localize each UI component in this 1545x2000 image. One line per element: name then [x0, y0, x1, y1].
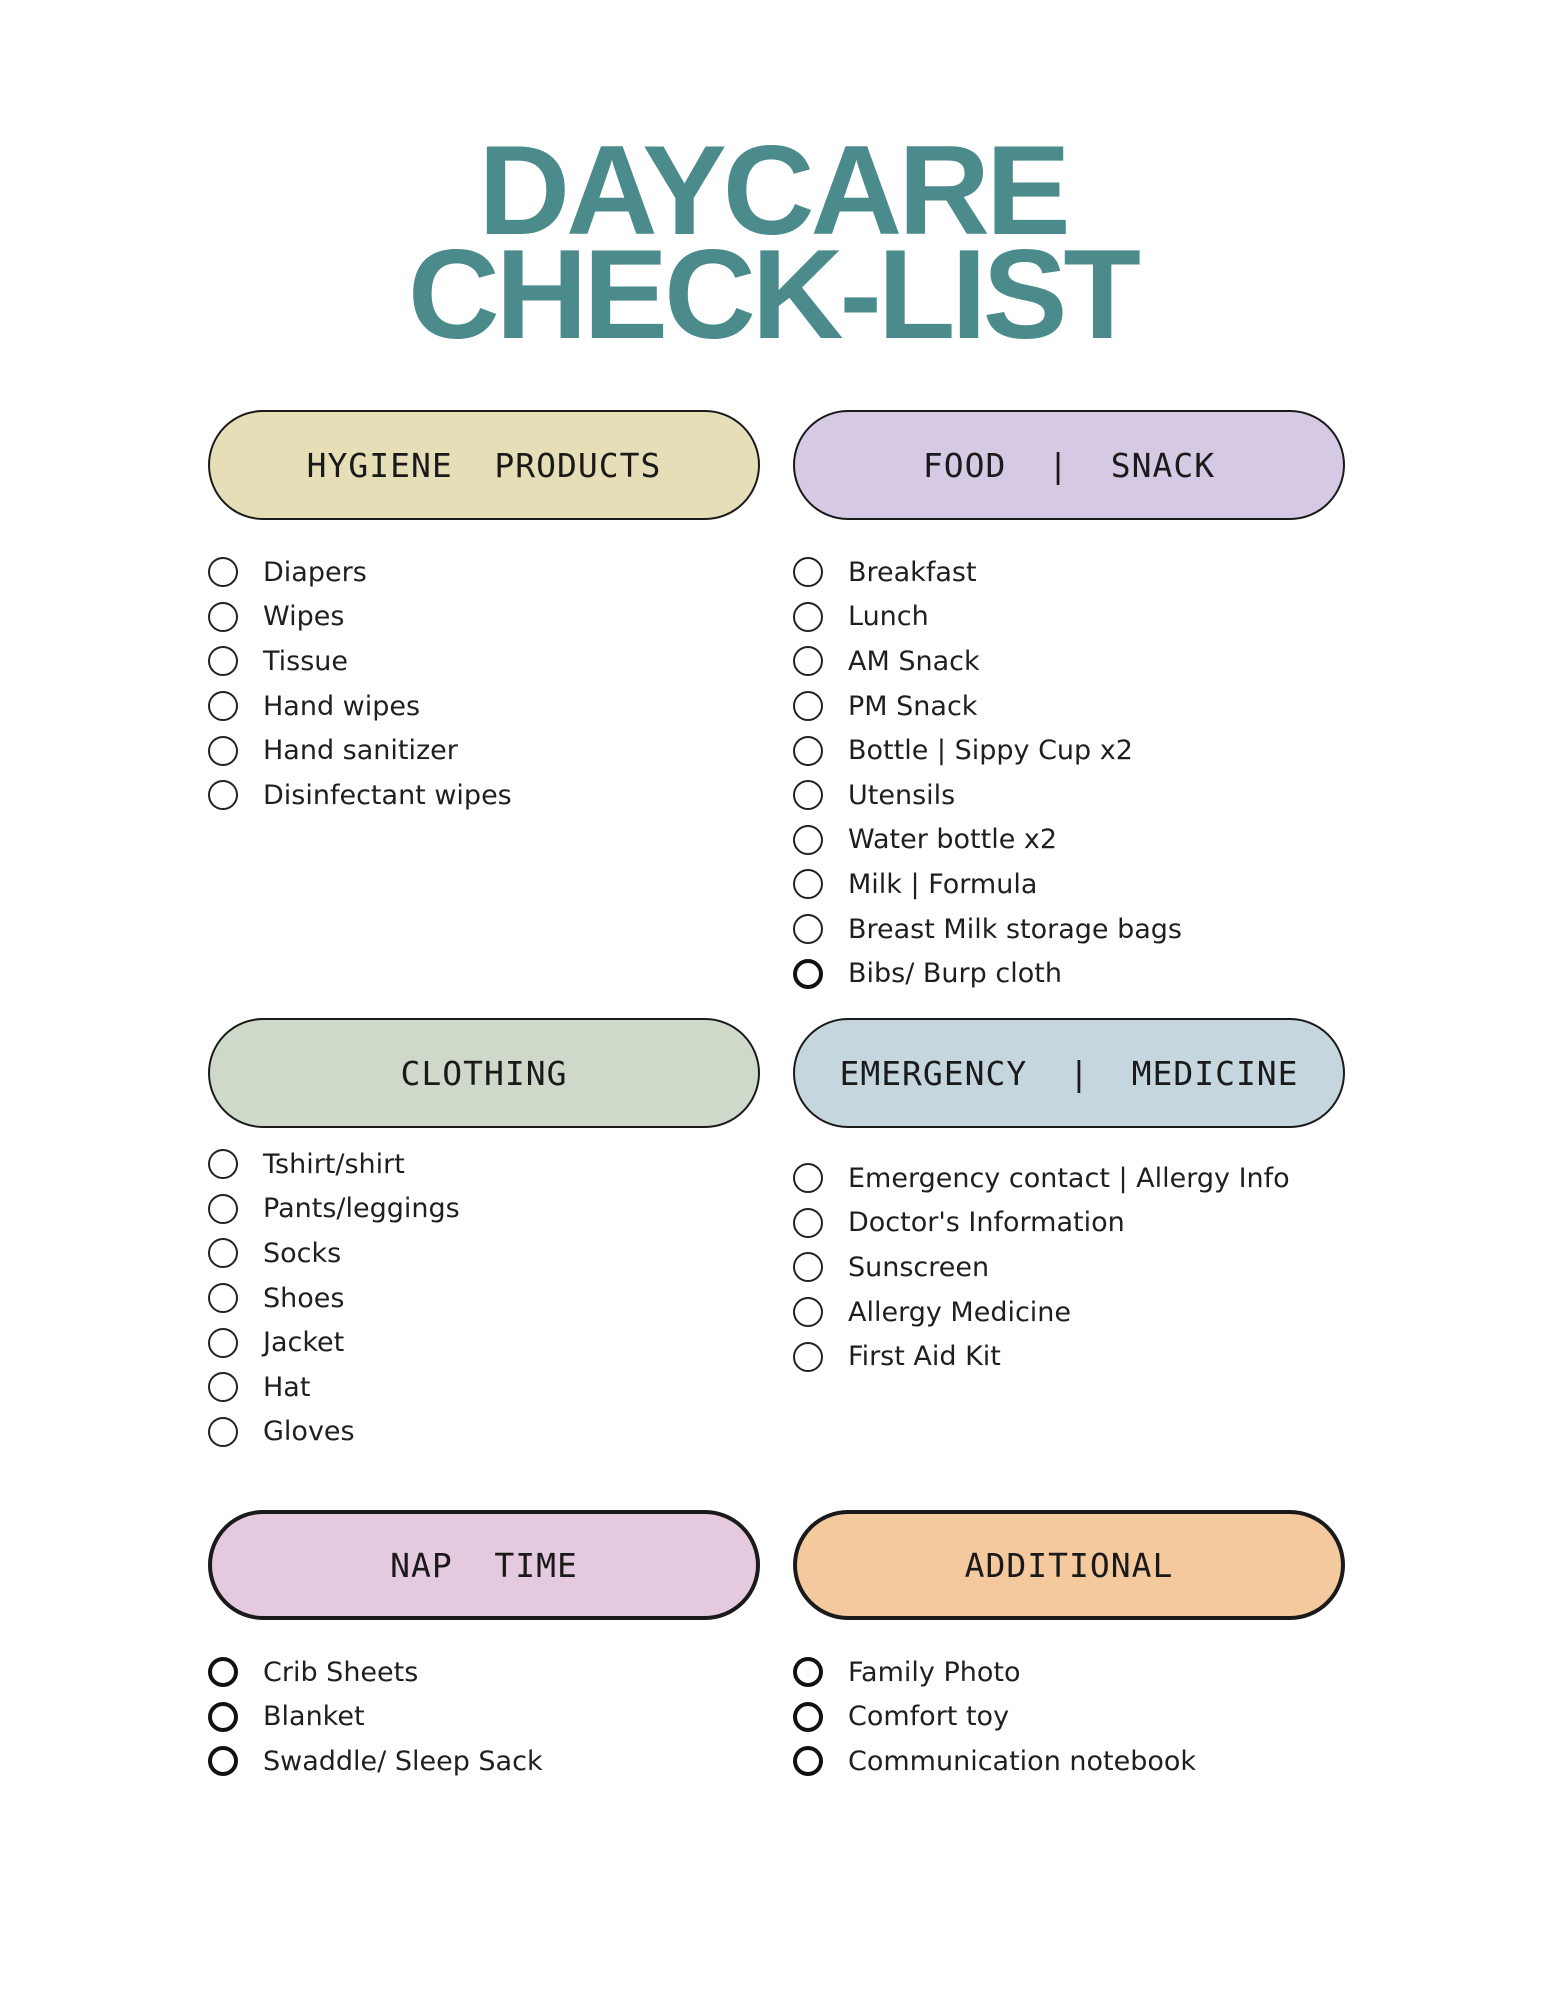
checklist-item — [208, 595, 760, 640]
checklist-item-label: Hand wipes — [263, 690, 421, 722]
checklist-item — [208, 550, 760, 595]
checklist-item-label: Sunscreen — [848, 1251, 990, 1283]
checkbox-circle-icon[interactable] — [208, 1283, 238, 1313]
checklist-item-label: Disinfectant wipes — [263, 779, 512, 811]
checklist-additional — [793, 1650, 1345, 1784]
checklist-item — [793, 639, 1345, 684]
checklist-item-label: Doctor's Information — [848, 1207, 1125, 1239]
checklist-item-label: Breast Milk storage bags — [848, 913, 1182, 945]
checkbox-circle-icon[interactable] — [793, 646, 823, 676]
checklist-item — [793, 1650, 1345, 1695]
checklist-item-label: Allergy Medicine — [848, 1296, 1072, 1328]
checklist-item — [793, 1290, 1345, 1335]
checkbox-circle-icon[interactable] — [208, 1149, 238, 1179]
section-heading-clothing: CLOTHING — [208, 1018, 760, 1128]
checklist-item — [208, 1276, 760, 1321]
checklist-item — [208, 1231, 760, 1276]
checklist-item-label: First Aid Kit — [848, 1341, 1001, 1373]
checklist-item — [208, 639, 760, 684]
checkbox-circle-icon[interactable] — [208, 646, 238, 676]
checklist-item-label: Utensils — [848, 779, 956, 811]
checklist-item-label: Pants/leggings — [263, 1193, 460, 1225]
checklist-item — [208, 1365, 760, 1410]
checkbox-circle-icon[interactable] — [208, 736, 238, 766]
checklist-item — [793, 951, 1345, 996]
checklist-item — [208, 773, 760, 818]
checklist-item — [208, 1320, 760, 1365]
section-additional — [793, 1510, 1345, 1784]
checklist-item — [793, 773, 1345, 818]
checkbox-circle-icon[interactable] — [208, 557, 238, 587]
checkbox-circle-icon[interactable] — [793, 1342, 823, 1372]
checklist-item-label: Water bottle x2 — [848, 824, 1058, 856]
checklist-item-label: Comfort toy — [848, 1701, 1010, 1733]
checkbox-circle-icon[interactable] — [208, 602, 238, 632]
checkbox-circle-icon[interactable] — [208, 1194, 238, 1224]
checkbox-circle-icon[interactable] — [208, 1657, 238, 1687]
checkbox-circle-icon[interactable] — [793, 1746, 823, 1776]
checklist-item-label: Socks — [263, 1237, 342, 1269]
checklist-item-label: Milk | Formula — [848, 868, 1038, 900]
checkbox-circle-icon[interactable] — [208, 1372, 238, 1402]
section-clothing — [208, 1018, 760, 1454]
checkbox-circle-icon[interactable] — [793, 825, 823, 855]
checkbox-circle-icon[interactable] — [793, 736, 823, 766]
title-line-1: DAYCARE — [478, 119, 1067, 261]
checklist-item-label: Jacket — [263, 1327, 345, 1359]
checklist-clothing — [208, 1142, 760, 1454]
checklist-item-label: Shoes — [263, 1282, 345, 1314]
checklist-item-label: Swaddle/ Sleep Sack — [263, 1745, 543, 1777]
checkbox-circle-icon[interactable] — [793, 1657, 823, 1687]
checklist-item-label: Bottle | Sippy Cup x2 — [848, 735, 1133, 767]
checkbox-circle-icon[interactable] — [793, 914, 823, 944]
checklist-item — [793, 728, 1345, 773]
checklist-item-label: Family Photo — [848, 1656, 1021, 1688]
checklist-item — [793, 1245, 1345, 1290]
checkbox-circle-icon[interactable] — [793, 1297, 823, 1327]
checklist-item-label: Wipes — [263, 601, 345, 633]
checklist-item-label: Emergency contact | Allergy Info — [848, 1162, 1290, 1194]
checkbox-circle-icon[interactable] — [208, 1417, 238, 1447]
section-emergency-medicine — [793, 1018, 1345, 1379]
checklist-item — [793, 1156, 1345, 1201]
checklist-hygiene — [208, 550, 760, 818]
checklist-item-label: PM Snack — [848, 690, 978, 722]
checklist-item — [208, 1695, 760, 1740]
checkbox-circle-icon[interactable] — [793, 1702, 823, 1732]
checklist-food — [793, 550, 1345, 996]
checklist-item — [793, 550, 1345, 595]
checkbox-circle-icon[interactable] — [793, 1163, 823, 1193]
checkbox-circle-icon[interactable] — [793, 602, 823, 632]
checklist-item-label: Blanket — [263, 1701, 365, 1733]
checklist-item — [793, 595, 1345, 640]
checklist-item-label: Tissue — [263, 645, 349, 677]
title-line-2: CHECK-LIST — [407, 223, 1137, 365]
checklist-item — [208, 1142, 760, 1187]
checklist-item-label: Lunch — [848, 601, 929, 633]
checklist-item-label: Bibs/ Burp cloth — [848, 958, 1062, 990]
section-heading-hygiene: HYGIENE PRODUCTS — [208, 410, 760, 520]
checklist-item-label: Hand sanitizer — [263, 735, 458, 767]
checklist-item — [793, 1739, 1345, 1784]
checkbox-circle-icon[interactable] — [208, 1238, 238, 1268]
checkbox-circle-icon[interactable] — [793, 557, 823, 587]
section-nap-time — [208, 1510, 760, 1784]
checklist-item — [793, 862, 1345, 907]
checklist-item — [793, 684, 1345, 729]
checklist-item-label: Tshirt/shirt — [263, 1148, 405, 1180]
checkbox-circle-icon[interactable] — [208, 1746, 238, 1776]
checkbox-circle-icon[interactable] — [793, 959, 823, 989]
checklist-item — [208, 1650, 760, 1695]
checklist-item-label: Breakfast — [848, 556, 977, 588]
checklist-emergency — [793, 1156, 1345, 1379]
checklist-item — [208, 684, 760, 729]
checklist-item — [208, 1410, 760, 1455]
checklist-item-label: Communication notebook — [848, 1745, 1197, 1777]
checkbox-circle-icon[interactable] — [208, 691, 238, 721]
checklist-item — [793, 1201, 1345, 1246]
checklist-item-label: Diapers — [263, 556, 367, 588]
checkbox-circle-icon[interactable] — [793, 869, 823, 899]
section-hygiene-products — [208, 410, 760, 818]
checklist-item — [208, 1739, 760, 1784]
checklist-item-label: Crib Sheets — [263, 1656, 419, 1688]
page-title — [0, 119, 1545, 365]
checklist-item — [793, 907, 1345, 952]
section-heading-nap: NAP TIME — [208, 1510, 760, 1620]
checklist-item — [793, 1334, 1345, 1379]
checklist-nap — [208, 1650, 760, 1784]
checkbox-circle-icon[interactable] — [208, 1702, 238, 1732]
checkbox-circle-icon[interactable] — [793, 691, 823, 721]
section-heading-emergency: EMERGENCY | MEDICINE — [793, 1018, 1345, 1128]
checklist-item-label: Hat — [263, 1371, 311, 1403]
checkbox-circle-icon[interactable] — [208, 1328, 238, 1358]
checkbox-circle-icon[interactable] — [793, 1252, 823, 1282]
checklist-item-label: AM Snack — [848, 645, 980, 677]
checklist-item — [208, 728, 760, 773]
section-heading-food: FOOD | SNACK — [793, 410, 1345, 520]
checklist-item-label: Gloves — [263, 1416, 355, 1448]
checklist-item — [793, 818, 1345, 863]
section-food-snack — [793, 410, 1345, 996]
checkbox-circle-icon[interactable] — [793, 780, 823, 810]
checklist-item — [208, 1187, 760, 1232]
checkbox-circle-icon[interactable] — [793, 1208, 823, 1238]
checkbox-circle-icon[interactable] — [208, 780, 238, 810]
checklist-item — [793, 1695, 1345, 1740]
section-heading-additional: ADDITIONAL — [793, 1510, 1345, 1620]
